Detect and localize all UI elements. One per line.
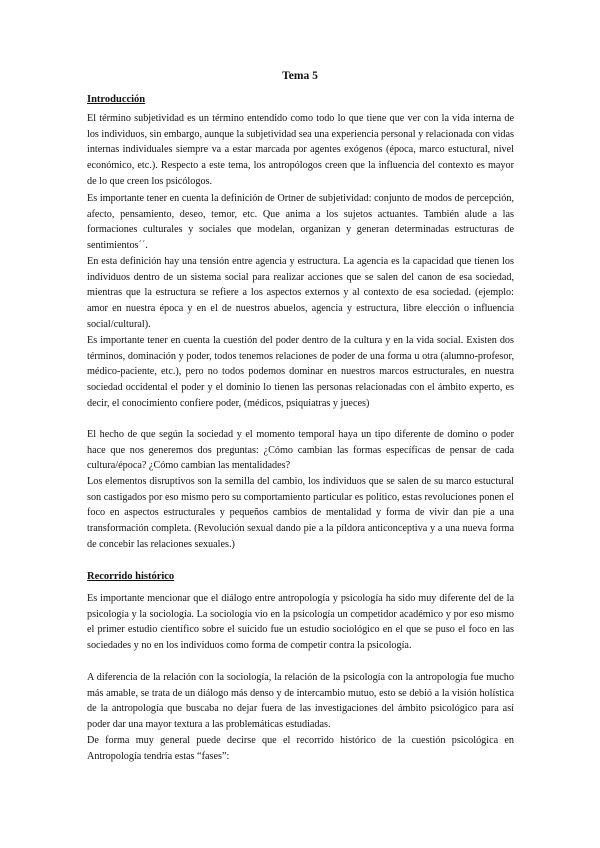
section-heading-history: Recorrido histórico [87,571,175,582]
paragraph-power: Es importante tener en cuenta la cuestión del poder dentro de la cultura y en la vida social. Existen dos términos, dominación y poder, todos tenemos relaciones de poder de una forma u otra (alumno-profesor, médico-paciente, etc.), pero no todos podemos dominar en nuestros marcos estructurales, en nuestra sociedad occidental el poder y el dominio lo tienen las personas relacionadas con el ámbito experto, es decir, el conocimiento confiere poder, (médicos, psiquiatras y jueces) [87,335,514,409]
paragraph-subjectivity: El término subjetividad es un término entendido como todo lo que tiene que ver con la vida interna de los individuos, sin embargo, aunque la subjetividad sea una experiencia personal y relacionada con vidas internas individuales siempre va a estar marcada por agentes exógenos (época, marco estuctural, nivel económico, etc.). Respecto a este tema, los antropólogos creen que la influencia del contexto es mayor de lo que creen los psicólogos. [87,113,514,187]
paragraph-sociology-dialogue: Es importante mencionar que el diálogo entre antropología y psicología ha sido muy diferente del de la psicología y la sociología. La sociología vio en la psicología un competidor académico y por eso mismo el primer estudio científico sobre el suicido fue un estudio sociológico en el que se puso el foco en las sociedades y no en los individuos como forma de competir contra la psicología. [87,593,514,652]
page-title: Tema 5 [282,70,318,82]
paragraph-disruptive-elements: Los elementos disruptivos son la semilla del cambio, los individuos que se salen de su marco estuctural son castigados por eso mismo pero su comportamiento particular es político, estas revoluciones ponen el foco en aspectos estructurales y pequeños cambios de mentalidad y forma de vivir dan pie a una transformación completa. (Revolución sexual dando pie a la píldora anticonceptiva y a una nueva forma de concebir las relaciones sexuales.) [87,476,514,550]
paragraph-questions: El hecho de que según la sociedad y el momento temporal haya un tipo diferente de domino o poder hace que nos generemos dos preguntas: ¿Cómo cambian las formas específicas de pensar de cada cultura/época? ¿Cómo cambian las mentalidades? [87,429,514,472]
paragraph-phases: De forma muy general puede decirse que el recorrido histórico de la cuestión psicológica en Antropología tendría estas “fases”: [87,735,514,762]
paragraph-ortner-definition: Es importante tener en cuenta la definición de Ortner de subjetividad: conjunto de modos de percepción, afecto, pensamiento, deseo, temor, etc. Que anima a los sujetos actuantes. También alude a las formaciones culturales y sociales que modelan, organizan y generan determinadas estructuras de sentimientos´´. [87,193,514,252]
paragraph-anthropology-relation: A diferencia de la relación con la sociología, la relación de la psicología con la antropología fue mucho más amable, se trata de un diálogo más denso y de intercambio mutuo, esto se debió a la visión holística de la antropología que buscaba no dejar fuera de las investigaciones del ámbito psicológico para así poder dar una mayor textura a las problemáticas estudiadas. [87,672,514,731]
paragraph-agency-structure: En esta definición hay una tensión entre agencia y estructura. La agencia es la capacidad que tienen los individuos dentro de un sistema social para realizar acciones que se salen del canon de esa sociedad, mientras que la estructura se refiere a los aspectos externos y al contexto de esa sociedad. (ejemplo: amor en nuestra época y en el de nuestros abuelos, agencia y estructura, libre elección o influencia social/cultural). [87,256,514,330]
section-heading-introduction: Introducción [87,94,146,105]
